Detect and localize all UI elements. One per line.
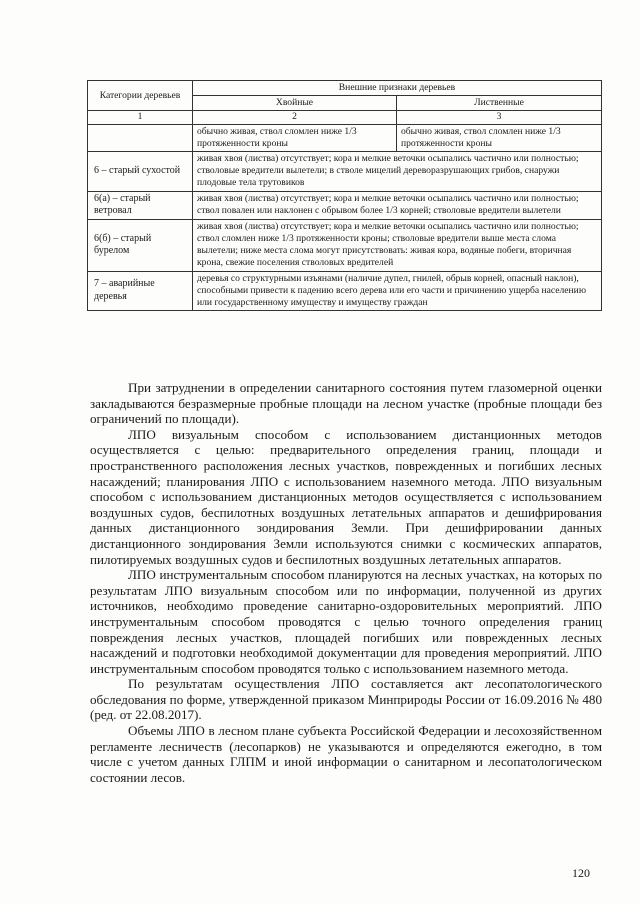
category-cell — [88, 124, 193, 151]
paragraph: При затруднении в определении санитарного состояния путем глазомерной оценки закладываются безразмерные пробные площади на лесном участке (пробные площади без ограничений по площади). — [90, 380, 602, 427]
paragraph: ЛПО инструментальным способом планируются на лесных участках, на которых по результатам ЛПО визуальным способом или по информации, полученной из других источников, необходимо проведение санитарно-оздоровительных мероприятий. ЛПО инструментальным способом проводятся с целью точного определения границ повреждения лесных участков, площадей погибших или поврежденных лесных насаждений и подготовки необходимой документации для проведения мероприятий. ЛПО инструментальным способом проводятся только с использованием наземного метода. — [90, 567, 602, 676]
category-cell: 6(б) – старый бурелом — [88, 219, 193, 271]
signs-cell: живая хвоя (листва) отсутствует; кора и мелкие веточки осыпались частично или полностью; стволовые вредители вылетели; в стволе мицелий дереворазрушающих грибов, снаружи плодовые тела трутовиков — [193, 152, 602, 192]
category-cell: 6 – старый сухостой — [88, 152, 193, 192]
table-header-row — [88, 81, 602, 96]
column-number-2: 2 — [193, 111, 397, 124]
table-row — [88, 124, 602, 151]
header-deciduous: Лиственные — [397, 96, 602, 111]
signs-cell: деревья со структурными изъянами (наличие дупел, гнилей, обрыв корней, опасный наклон), способными привести к падению всего дерева или его части и причинению ущерба населению или государственному имуществу и имуществу граждан — [193, 271, 602, 311]
deciduous-signs-cell: обычно живая, ствол сломлен ниже 1/3 протяженности кроны — [397, 124, 602, 151]
header-external-signs: Внешние признаки деревьев — [193, 81, 602, 96]
tree-category-table — [87, 80, 602, 311]
table-row — [88, 219, 602, 271]
column-number-3: 3 — [397, 111, 602, 124]
header-coniferous: Хвойные — [193, 96, 397, 111]
table-number-row — [88, 111, 602, 124]
body-text — [90, 380, 602, 785]
column-number-1: 1 — [88, 111, 193, 124]
signs-cell: живая хвоя (листва) отсутствует; кора и мелкие веточки осыпались частично или полностью; ствол сломлен ниже 1/3 протяженности кроны; стволовые вредители выше места слома вылетели; ниже места слома могут присутствовать: живая кора, водяные побеги, вторичная крона, свежие поселения стволовых вредителей — [193, 219, 602, 271]
header-categories: Категории деревьев — [88, 81, 193, 111]
table-row — [88, 271, 602, 311]
table-row — [88, 152, 602, 192]
paragraph: ЛПО визуальным способом с использованием дистанционных методов осуществляется с целью: предварительного определения границ, площади и пространственного расположения лесных участков, поврежденных и погибших лесных насаждений; планирования ЛПО с использованием наземного метода. ЛПО визуальным способом с использованием дистанционных методов осуществляется с использованием воздушных судов, беспилотных воздушных летательных аппаратов и дешифрирования данных дистанционного зондирования Земли. При дешифрировании данных дистанционного зондирования Земли используются снимки с космических аппаратов, пилотируемых воздушных судов и беспилотных воздушных летательных аппаратов. — [90, 426, 602, 567]
category-cell: 6(а) – старый ветровал — [88, 191, 193, 219]
table-row — [88, 191, 602, 219]
signs-cell: живая хвоя (листва) отсутствует; кора и мелкие веточки осыпались частично или полностью; ствол повален или наклонен с обрывом более 1/3 корней; стволовые вредители вылетели — [193, 191, 602, 219]
page-number: 120 — [572, 866, 590, 880]
paragraph: По результатам осуществления ЛПО составляется акт лесопатологического обследования по форме, утвержденной приказом Минприроды России от 16.09.2016 № 480 (ред. от 22.08.2017). — [90, 676, 602, 723]
coniferous-signs-cell: обычно живая, ствол сломлен ниже 1/3 протяженности кроны — [193, 124, 397, 151]
category-cell: 7 – аварийные деревья — [88, 271, 193, 311]
paragraph: Объемы ЛПО в лесном плане субъекта Российской Федерации и лесохозяйственном регламенте лесничеств (лесопарков) не указываются и определяются ежегодно, в том числе с учетом данных ГЛПМ и иной информации о санитарном и лесопатологическом состоянии лесов. — [90, 723, 602, 785]
